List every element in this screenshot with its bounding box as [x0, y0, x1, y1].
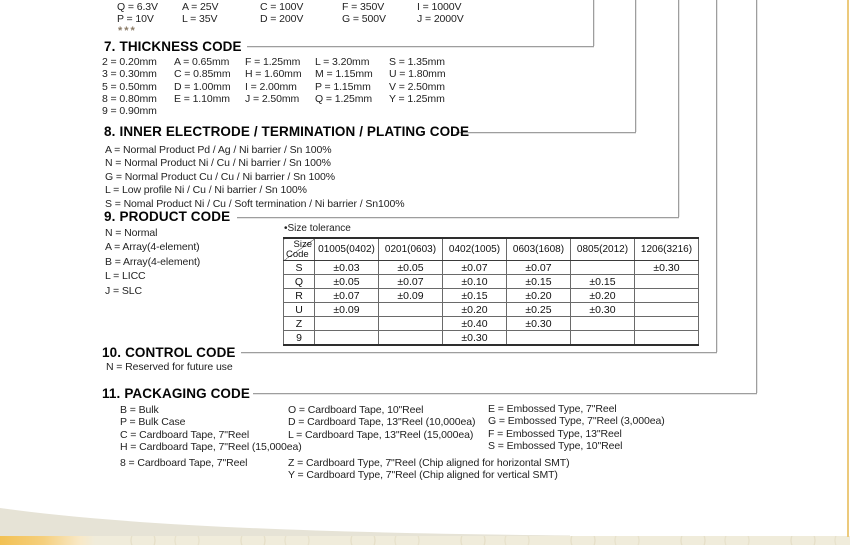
- tolerance-value-cell: [635, 303, 699, 317]
- voltage-code-item: G = 500V: [342, 13, 386, 25]
- plating-code-item: N = Normal Product Ni / Cu / Ni barrier / Sn 100%: [105, 157, 331, 170]
- size-label: Size: [293, 239, 312, 250]
- section-heading-product: [104, 209, 230, 224]
- control-code-item: N = Reserved for future use: [106, 361, 233, 373]
- section-number: 9.: [104, 209, 116, 224]
- tolerance-value-cell: [635, 289, 699, 303]
- tolerance-value-cell: [571, 331, 635, 346]
- thickness-code-item: Y = 1.25mm: [389, 92, 445, 105]
- product-code-item: N = Normal: [105, 227, 158, 239]
- thickness-code-item: S = 1.35mm: [389, 56, 445, 68]
- size-column-header: 0402(1005): [443, 238, 507, 261]
- thickness-code-item: H = 1.60mm: [245, 68, 302, 81]
- voltage-code-item: Q = 6.3V: [117, 1, 158, 13]
- tolerance-value-cell: ±0.07: [315, 289, 379, 303]
- tolerance-value-cell: [315, 317, 379, 331]
- tolerance-code-cell: R: [284, 289, 315, 303]
- size-tolerance-row: [284, 317, 699, 331]
- thickness-code-item: 5 = 0.50mm: [102, 80, 157, 93]
- voltage-code-item: F = 350V: [342, 1, 385, 13]
- thickness-code-item: E = 1.10mm: [174, 92, 230, 105]
- packaging-code-item: S = Embossed Type, 10"Reel: [488, 439, 623, 452]
- thickness-code-item: V = 2.50mm: [389, 80, 445, 93]
- tolerance-value-cell: [315, 331, 379, 346]
- voltage-code-item: L = 35V: [182, 13, 218, 25]
- connector-line-product: [678, 0, 679, 217]
- packaging-code-item: Y = Cardboard Type, 7"Reel (Chip aligned for vertical SMT): [288, 469, 558, 482]
- section-number: 10.: [102, 345, 122, 360]
- section-number: 7.: [104, 39, 116, 54]
- packaging-code-item: O = Cardboard Tape, 10"Reel: [288, 404, 424, 416]
- thickness-code-item: L = 3.20mm: [315, 56, 370, 68]
- voltage-code-item: C = 100V: [260, 1, 304, 13]
- connector-line-thickness: [247, 46, 594, 47]
- size-column-header: 0603(1608): [507, 238, 571, 261]
- product-code-item: J = SLC: [105, 284, 142, 297]
- size-tolerance-row: [284, 289, 699, 303]
- tolerance-value-cell: [571, 317, 635, 331]
- packaging-code-item: P = Bulk Case: [120, 416, 186, 429]
- product-code-item: B = Array(4-element): [105, 255, 201, 268]
- size-tolerance-label: •Size tolerance: [284, 223, 351, 234]
- voltage-code-item: J = 2000V: [417, 13, 464, 25]
- section-title: INNER ELECTRODE / TERMINATION / PLATING CODE: [119, 124, 470, 139]
- tolerance-value-cell: ±0.07: [379, 275, 443, 289]
- footer-swoosh: [0, 507, 570, 536]
- tolerance-value-cell: ±0.20: [507, 289, 571, 303]
- packaging-code-item: E = Embossed Type, 7"Reel: [488, 403, 617, 415]
- tolerance-code-cell: U: [284, 303, 315, 317]
- plating-code-item: L = Low profile Ni / Cu / Ni barrier / Sn 100%: [105, 184, 307, 197]
- section-title: CONTROL CODE: [125, 345, 236, 360]
- tolerance-value-cell: ±0.15: [507, 275, 571, 289]
- thickness-code-item: P = 1.15mm: [315, 80, 371, 93]
- connector-line-plating: [456, 132, 636, 133]
- size-tolerance-table: [283, 237, 699, 346]
- size-tolerance-header-row: [284, 238, 699, 261]
- size-column-header: 0805(2012): [571, 238, 635, 261]
- product-code-list: [105, 226, 200, 298]
- tolerance-value-cell: ±0.09: [379, 289, 443, 303]
- gold-edge-line: [847, 0, 849, 537]
- thickness-code-list: [102, 56, 445, 117]
- size-code-diagonal-cell: [284, 238, 315, 261]
- packaging-code-item: H = Cardboard Tape, 7"Reel (15,000ea): [120, 440, 302, 453]
- connector-line-plating: [635, 0, 636, 132]
- tolerance-value-cell: ±0.30: [507, 317, 571, 331]
- tolerance-value-cell: ±0.05: [379, 261, 443, 275]
- section-heading-thickness: [104, 39, 242, 54]
- thickness-code-item: A = 0.65mm: [174, 56, 230, 68]
- code-label: Code: [286, 249, 309, 260]
- tolerance-value-cell: ±0.15: [571, 275, 635, 289]
- section-title: PACKAGING CODE: [124, 386, 250, 401]
- tolerance-value-cell: ±0.40: [443, 317, 507, 331]
- size-tolerance-row: [284, 261, 699, 275]
- control-code-list: [106, 361, 233, 373]
- tolerance-code-cell: Q: [284, 275, 315, 289]
- tolerance-value-cell: ±0.30: [635, 261, 699, 275]
- section-title: PRODUCT CODE: [119, 209, 231, 224]
- tolerance-value-cell: ±0.30: [443, 331, 507, 346]
- plating-code-item: S = Nomal Product Ni / Cu / Soft termination / Ni barrier / Sn100%: [105, 197, 405, 210]
- thickness-code-item: J = 2.50mm: [245, 92, 300, 105]
- thickness-code-item: U = 1.80mm: [389, 68, 446, 81]
- tolerance-value-cell: ±0.09: [315, 303, 379, 317]
- packaging-code-item: 8 = Cardboard Tape, 7"Reel: [120, 457, 248, 470]
- size-column-header: 01005(0402): [315, 238, 379, 261]
- section-number: 8.: [104, 124, 116, 139]
- packaging-code-item: F = Embossed Type, 13"Reel: [488, 427, 622, 440]
- packaging-code-item: G = Embossed Type, 7"Reel (3,000ea): [488, 415, 665, 428]
- section-title: THICKNESS CODE: [119, 39, 242, 54]
- tolerance-value-cell: [635, 331, 699, 346]
- connector-line-thickness: [593, 0, 594, 46]
- tolerance-value-cell: ±0.15: [443, 289, 507, 303]
- tolerance-value-cell: [571, 261, 635, 275]
- product-code-item: A = Array(4-element): [105, 241, 200, 254]
- connector-line-packaging: [756, 0, 757, 393]
- tolerance-value-cell: [379, 331, 443, 346]
- voltage-code-list: [117, 1, 464, 25]
- thickness-code-item: 9 = 0.90mm: [102, 105, 157, 118]
- thickness-code-item: Q = 1.25mm: [315, 92, 373, 105]
- tolerance-value-cell: [379, 317, 443, 331]
- plating-code-item: G = Normal Product Cu / Cu / Ni barrier / Sn 100%: [105, 170, 335, 183]
- tolerance-code-cell: S: [284, 261, 315, 275]
- packaging-code-item: C = Cardboard Tape, 7"Reel: [120, 428, 250, 441]
- plating-code-list: [105, 144, 405, 211]
- voltage-code-item: D = 200V: [260, 13, 304, 25]
- product-code-item: L = LICC: [105, 270, 146, 283]
- tolerance-value-cell: ±0.20: [443, 303, 507, 317]
- tolerance-value-cell: ±0.07: [443, 261, 507, 275]
- section-heading-plating: [104, 124, 469, 139]
- footer-strip-gold-accent: [0, 536, 95, 545]
- voltage-code-item: A = 25V: [182, 1, 219, 13]
- tolerance-value-cell: [635, 275, 699, 289]
- section-number: 11.: [102, 386, 121, 401]
- thickness-code-item: 2 = 0.20mm: [102, 56, 157, 68]
- size-tolerance-row: [284, 331, 699, 346]
- thickness-code-item: 3 = 0.30mm: [102, 68, 157, 81]
- packaging-code-list-col1: [120, 404, 302, 469]
- tolerance-value-cell: ±0.30: [571, 303, 635, 317]
- thickness-code-item: M = 1.15mm: [315, 68, 373, 81]
- section-heading-packaging: [102, 386, 250, 401]
- thickness-code-item: I = 2.00mm: [245, 80, 297, 93]
- size-column-header: 1206(3216): [635, 238, 699, 261]
- tolerance-value-cell: [379, 303, 443, 317]
- packaging-code-item: D = Cardboard Tape, 13"Reel (10,000ea): [288, 416, 476, 429]
- thickness-code-item: D = 1.00mm: [174, 80, 231, 93]
- thickness-code-item: 8 = 0.80mm: [102, 92, 157, 105]
- section-heading-control: [102, 345, 236, 360]
- footer-strip: [0, 536, 850, 545]
- connector-line-product: [237, 217, 679, 218]
- tolerance-value-cell: ±0.25: [507, 303, 571, 317]
- size-tolerance-row: [284, 303, 699, 317]
- voltage-code-item: P = 10V: [117, 13, 154, 25]
- tolerance-value-cell: ±0.20: [571, 289, 635, 303]
- connector-line-control: [716, 0, 717, 352]
- tolerance-value-cell: ±0.10: [443, 275, 507, 289]
- packaging-code-item: Z = Cardboard Type, 7"Reel (Chip aligned for horizontal SMT): [288, 456, 570, 469]
- packaging-code-list-col3: [488, 403, 665, 452]
- size-tolerance-row: [284, 275, 699, 289]
- size-column-header: 0201(0603): [379, 238, 443, 261]
- voltage-code-item: I = 1000V: [417, 1, 462, 13]
- tolerance-code-cell: Z: [284, 317, 315, 331]
- connector-line-control: [241, 352, 717, 353]
- packaging-code-item: L = Cardboard Tape, 13"Reel (15,000ea): [288, 428, 474, 441]
- thickness-code-item: C = 0.85mm: [174, 68, 231, 81]
- plating-code-item: A = Normal Product Pd / Ag / Ni barrier / Sn 100%: [105, 144, 332, 156]
- tolerance-value-cell: [635, 317, 699, 331]
- connector-line-packaging: [253, 393, 757, 394]
- tolerance-value-cell: ±0.07: [507, 261, 571, 275]
- footnote-stars: ***: [118, 25, 137, 37]
- thickness-code-item: F = 1.25mm: [245, 56, 301, 68]
- tolerance-value-cell: ±0.05: [315, 275, 379, 289]
- tolerance-value-cell: [507, 331, 571, 346]
- tolerance-value-cell: ±0.03: [315, 261, 379, 275]
- packaging-code-item: B = Bulk: [120, 404, 159, 416]
- tolerance-code-cell: 9: [284, 331, 315, 346]
